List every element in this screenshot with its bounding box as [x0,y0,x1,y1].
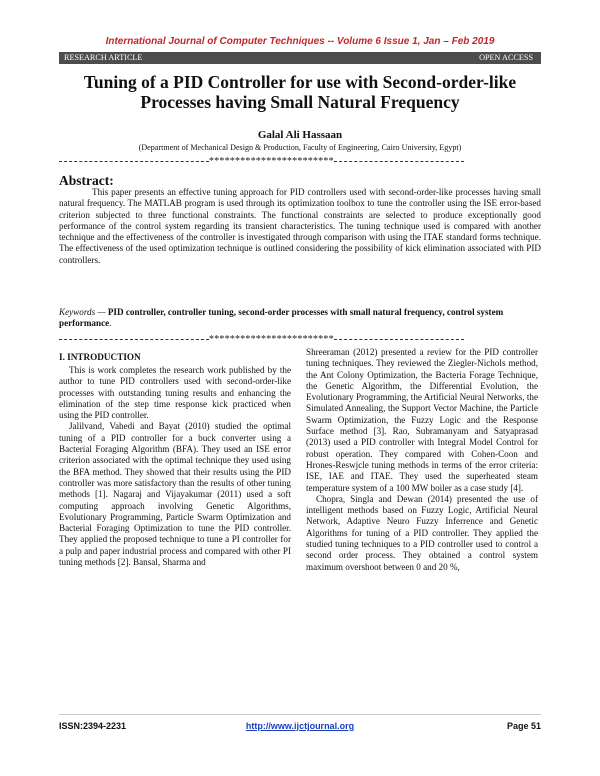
open-access-label: OPEN ACCESS [479,53,533,62]
keywords-tail: . [109,318,112,329]
separator-top [59,155,541,166]
abstract-text: This paper presents an effective tuning approach for PID controllers used with second-order-like processes having small natural frequency. The MATLAB program is used through its optimization toolbox to tune the controller using the ISE error-based criterion subjected to three functional constraints. The functional constraints are selected to produce exceptionally good performance of the control system regarding its transient characteristics. The tuning technique used is compared with another technique and the effectiveness of the controller is investigated through comparison with using the ITAE standard forms technique. The effectiveness of the used optimization technique is outlined considering the possibility of kick elimination associated with PID controllers. [59,187,541,265]
keywords [59,307,541,330]
paragraph: This is work completes the research work published by the author to tune PID controllers used with second-order-like processes with outstanding tuning results and enhancing the elimination of the step time response kick practiced when using the PID controller. [59,365,291,421]
section-heading-introduction: I. INTRODUCTION [59,352,141,362]
page-number: Page 51 [506,721,541,731]
journal-url-link[interactable]: http://www.ijctjournal.org [245,721,355,731]
issn-label: ISSN:2394-2231 [59,721,127,731]
paragraph: Shreeraman (2012) presented a review for the PID controller tuning techniques. They reviewed the Ziegler-Nichols method, the Ant Colony Optimization, the Bacteria Forage Technique, the Genetic Algorithm, the Differential Evolution, the Evolutionary Programming, the Artificial Neural Networks, the Simulated Annealing, the Support Vector Machine, the Particle Swarm Optimization, the Fuzzy Logic and the Response Surface method [3]. Rao, Subramanyam and Satyaprasad (2013) used a PID controller with Integral Model Control for robust operation. They compared with Cohen-Coon and Hrones-Reswjcle tuning methods in terms of the error criteria: ISE, IAE and ITAE. They used the superheated steam temperature system of a 100 MW boiler as a case study [4]. [306,347,538,493]
journal-header: International Journal of Computer Techniques -- Volume 6 Issue 1, Jan – Feb 2019 [105,36,495,47]
page-footer [59,714,541,735]
separator-stars: ************************ [209,155,334,166]
separator-bottom [59,333,541,344]
author-affiliation: (Department of Mechanical Design & Production, Faculty of Engineering, Cairo University, Egypt) [138,143,462,152]
separator-dash [59,339,209,340]
abstract-heading: Abstract: [59,173,114,188]
author-name: Galal Ali Hassaan [257,129,343,141]
keywords-label: Keywords — [59,307,108,317]
separator-dash [59,161,209,162]
keywords-text: PID controller, controller tuning, second-order processes with small natural frequency, control system performance [59,307,504,329]
right-column [306,347,538,573]
separator-dash [334,161,464,162]
paragraph: Jalilvand, Vahedi and Bayat (2010) studied the optimal tuning of a PID controller for a buck converter using a Bacterial Foraging Algorithm (BFA). They used an ISE error criterion associated with the optimal technique they used using the BFA method. They showed that their results using the PID controller was more satisfactory than the results of other tuning methods [1]. Nagaraj and Vijayakumar (2011) used a soft computing approach involving Genetic Algorithms, Evolutionary Programming, Particle Swarm Optimization and Bacterial Foraging Optimization to tune the PID controller. They applied the proposed technique to tune a PI controller for a pulp and paper industrial process and compared with other PI tuning methods [2]. Bansal, Sharma and [59,421,291,568]
research-article-label: RESEARCH ARTICLE [64,53,143,62]
left-column [59,347,291,568]
article-type-bar [59,52,541,64]
paragraph: Chopra, Singla and Dewan (2014) presented the use of intelligent methods based on Fuzzy Logic, Artificial Neural Network, Adaptive Neuro Fuzzy Inferrence and Genetic Algorithms for tuning of a PID controller. They applied the studied tuning techniques to a PID controller used to control a second order process. They obtained a control system maximum overshoot between 0 and 20 %, [306,493,538,572]
separator-dash [334,339,464,340]
paper-title: Tuning of a PID Controller for use with Second-order-like Processes having Small Natural Frequency [83,72,517,112]
separator-stars: ************************ [209,333,334,344]
